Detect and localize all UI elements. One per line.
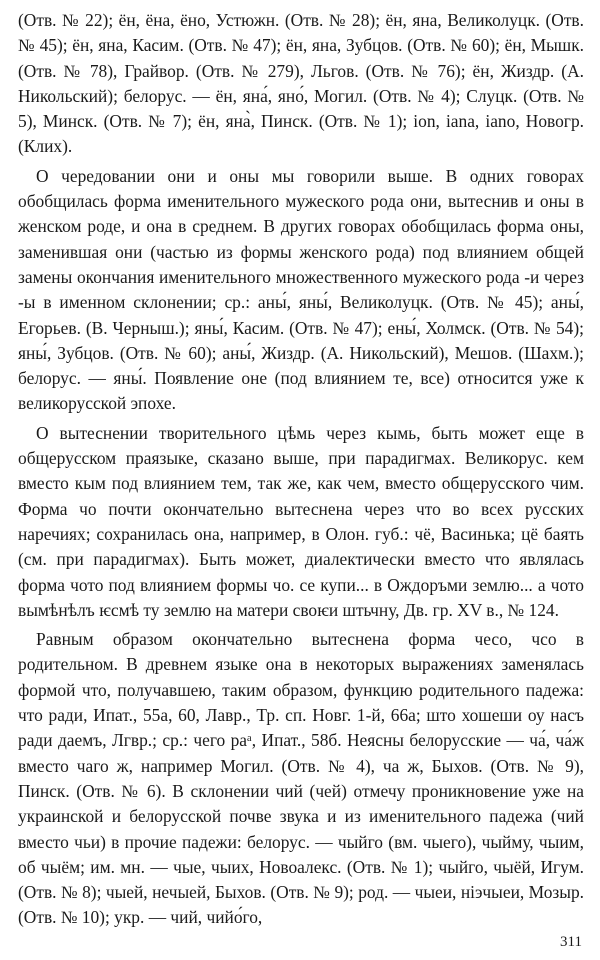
paragraph-1: (Отв. № 22); ён, ёна, ёно, Устюжн. (Отв. № 28); ён, яна, Великолуцк. (Отв. № 45); ён, яна, Касим. (Отв. № 47); ён, яна, Зубцов. (Отв. № 60); ён, Мышк. (Отв. № 78), Грайвор. (Отв. № 279), Льгов. (Отв. № 76); ён, Жиздр. (А. Никольский); белорус. — ён, яна́, яно́, Могил. (Отв. № 4); Слуцк. (Отв. № 5), Минск. (Отв. № 7); ён, яна̀, Пинск. (Отв. № 1); ion, iana, iano, Новогр. (Клих). — [18, 10, 584, 157]
paragraph-2: О чередовании они и оны мы говорили выше. В одних говорах обобщилась форма именительного мужеского рода они, вытеснив и оны в женском роде, и она в среднем. В других говорах обобщилась форма оны, заменившая они (частью из формы женского рода) под влиянием общей замены окончания именительного множественного мужеского рода -и через -ы в именном склонении; ср.: аны́, яны́, Великолуцк. (Отв. № 45); аны́, Егорьев. (В. Черныш.); яны́, Касим. (Отв. № 47); ены́, Холмск. (Отв. № 54); яны́, Зубцов. (Отв. № 60); аны́, Жиздр. (А. Никольский), Мешов. (Шахм.); белорус. — яны́. Появление оне (под влиянием те, все) относится уже к великорусской эпохе. — [18, 165, 584, 414]
paragraph-3: О вытеснении творительного цѣмь через кымь, быть может еще в общерусском праязыке, сказано выше, при парадигмах. Великорус. кем вместо кым под влиянием тем, так же, как чем, вместо общерусского чим. Форма чо почти окончательно вытеснена через что во всех русских наречиях; сохранилась она, например, в Олон. губ.: чё, Васинька; цё баять (см. при парадигмах). Быть может, диалектически вместо что являлась форма чото под влиянием формы чо. се купи... в Ождоръми землю... а чото вымѣнѣлъ ѥсмѣ ту землю на матери своѥи штьчну, Дв. гр. XV в., № 124. — [18, 422, 584, 620]
body-text — [18, 8, 584, 935]
page-number: 311 — [560, 934, 582, 950]
paragraph-4: Равным образом окончательно вытеснена форма чесо, чсо в родительном. В древнем языке она в некоторых выражениях заменялась формой что, получавшею, таким образом, функцию родительного падежа: что ради, Ипат., 55а, 60, Лавр., Тр. сп. Новг. 1-й, 66а; што хошеши оу насъ ради даемъ, Лгвр.; ср.: чего раᵃ, Ипат., 58б. Неясны белорусские — ча́, ча́ж вместо чаго ж, например Могил. (Отв. № 4), ча ж, Быхов. (Отв. № 9), Пинск. (Отв. № 6). В склонении чий (чей) отмечу проникновение уже на украинской и белорусской почве звука и из именительного падежа (чий вместо чьи) в прочие падежи: белорус. — чыйго (вм. чыего), чыйму, чыим, об чыём; им. мн. — чые, чыих, Новоалекс. (Отв. № 1); чыйго, чыёй, Игум. (Отв. № 8); чыей, нечыей, Быхов. (Отв. № 9); род. — чыеи, ніэчыеи, Мозыр. (Отв. № 10); укр. — чий, чийо́го, — [18, 629, 584, 928]
